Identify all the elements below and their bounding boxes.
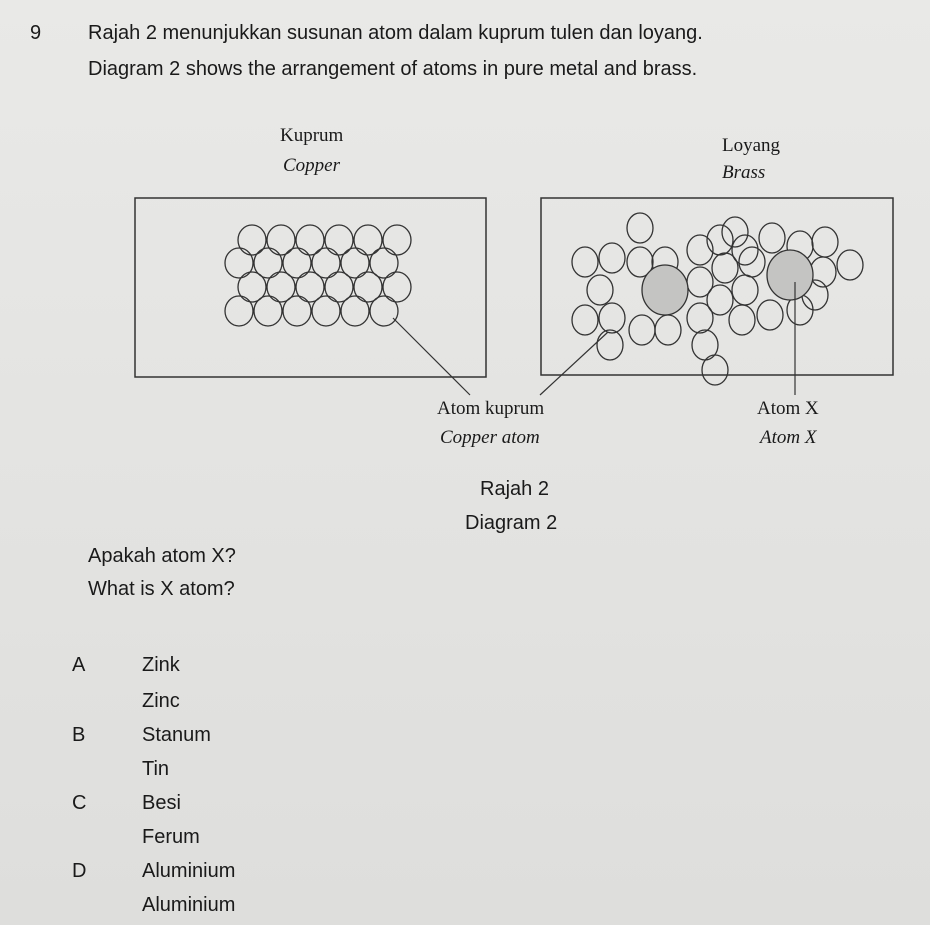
prompt-ms: Apakah atom X? [88,545,236,567]
copper-atom [267,225,295,255]
copper-atom [383,225,411,255]
option-text-ms: Stanum [142,724,211,746]
copper-atom [325,225,353,255]
copper-atom [757,300,783,330]
option-text-ms: Besi [142,792,181,814]
copper-atom-pointer [393,318,470,395]
copper-atom [254,296,282,326]
question-number: 9 [30,22,42,44]
copper-atom [383,272,411,302]
atom-x [767,250,813,300]
copper-atom [283,296,311,326]
copper-atom [812,227,838,257]
copper-atom [712,253,738,283]
option-text-ms: Aluminium [142,860,236,882]
copper-atom [687,235,713,265]
brass-box [541,198,893,375]
copper-atom [572,305,598,335]
copper-atom [759,223,785,253]
question-text-ms: Rajah 2 menunjukkan susunan atom dalam kuprum tulen dan loyang. [88,22,703,44]
brass-title-ms: Loyang [722,135,781,156]
question-text-en: Diagram 2 shows the arrangement of atoms in pure metal and brass. [88,58,698,80]
copper-atom-pointer-brass [540,332,608,395]
copper-atom [729,305,755,335]
copper-title-en: Copper [283,155,340,176]
copper-atom [370,296,398,326]
copper-atom [627,213,653,243]
copper-atom [296,225,324,255]
copper-atom-label-en: Copper atom [440,427,540,448]
copper-atom [837,250,863,280]
option-text-en: Tin [142,758,170,780]
prompt-en: What is X atom? [88,578,235,600]
copper-atom [312,296,340,326]
atom-x [642,265,688,315]
option-text-ms: Zink [142,654,180,676]
copper-atom [599,243,625,273]
copper-atom [587,275,613,305]
copper-atom [225,296,253,326]
copper-atom [702,355,728,385]
diagram-caption-en: Diagram 2 [465,512,558,534]
copper-atom [597,330,623,360]
copper-atom [732,275,758,305]
brass-atoms [572,213,863,385]
copper-atom [707,285,733,315]
copper-atoms [225,225,411,326]
copper-atom [707,225,733,255]
option-letter: D [72,860,87,882]
option-text-en: Aluminium [142,894,236,916]
brass-title-en: Brass [722,162,766,183]
copper-atom [225,248,253,278]
copper-atom [655,315,681,345]
copper-atom [572,247,598,277]
copper-atom-label-ms: Atom kuprum [437,398,545,419]
option-letter: B [72,724,86,746]
copper-atom [238,225,266,255]
option-text-en: Ferum [142,826,200,848]
copper-atom [722,217,748,247]
copper-atom [341,296,369,326]
copper-atom [629,315,655,345]
option-letter: C [72,792,87,814]
copper-atom [599,303,625,333]
diagram-caption-ms: Rajah 2 [480,478,549,500]
copper-title-ms: Kuprum [280,125,344,146]
copper-atom [354,225,382,255]
option-letter: A [72,654,86,676]
atom-x-label-en: Atom X [760,427,817,448]
atom-x-label-ms: Atom X [757,398,819,419]
option-text-en: Zinc [142,690,180,712]
